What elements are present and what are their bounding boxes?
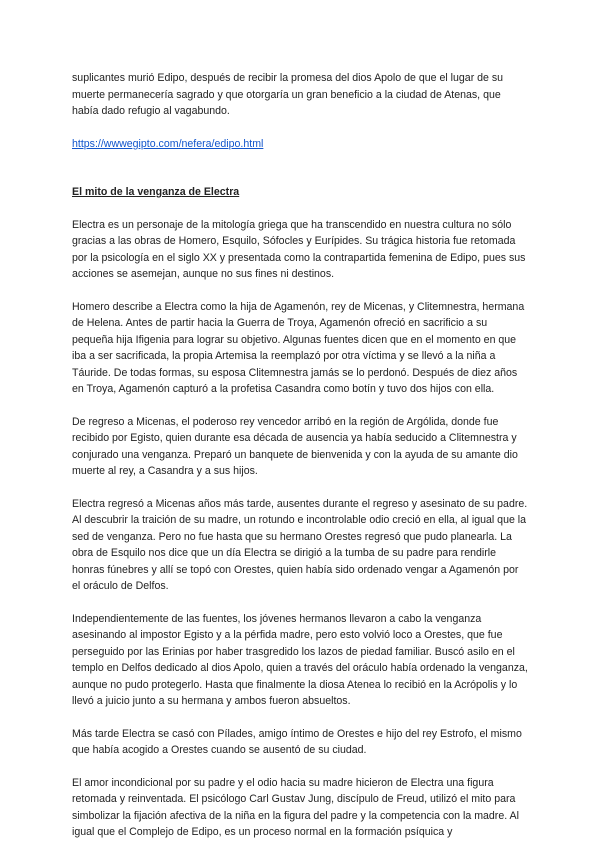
paragraph-4: Electra regresó a Micenas años más tarde, ausentes durante el regreso y asesinato de su padre. Al descubrir la traición de su madre, un rotundo e incontrolable odio creció en ella, al igual que la sed de venganza. Pero no fue hasta que su hermano Orestes regresó que pudo planearla. La obra de Esquilo nos dice que un día Electra se dirigió a la tumba de su padre para rendirle honras fúnebres y allí se topó con Orestes, quien había sido ordenado vengar a Agamenón por el oráculo de Delfos. <box>72 497 528 592</box>
source-link-line <box>72 136 528 153</box>
source-link[interactable]: https://wwwegipto.com/nefera/edipo.html <box>72 137 264 150</box>
paragraph-3: De regreso a Micenas, el poderoso rey vencedor arribó en la región de Argólida, donde fue recibido por Egisto, quien durante esa década de ausencia ya había seducido a Clitemnestra y conjurado una venganza. Preparó un banquete de bienvenida y con la ayuda de su amante dio muerte al rey, a Casandra y a sus hijos. <box>72 415 518 477</box>
paragraph-5: Independientemente de las fuentes, los jóvenes hermanos llevaron a cabo la venganza asesinando al impostor Egisto y a la pérfida madre, pero esto volvió loco a Orestes, que fue perseguido por las Erinias por haber trasgredido los lazos de piedad familiar. Buscó asilo en el templo en Delfos dedicado al dios Apolo, quien a través del oráculo había ordenado la venganza, aunque no pudo protegerlo. Hasta que finalmente la diosa Atenea lo recibió en la Acrópolis y lo llevó a juicio junto a su hermana y ambos fueron absueltos. <box>72 612 528 707</box>
paragraph-7: El amor incondicional por su padre y el odio hacia su madre hicieron de Electra una figura retomada y reinventada. El psicólogo Carl Gustav Jung, discípulo de Freud, utilizó el mito para simbolizar la fijación afectiva de la niña en la figura del padre y la competencia con la madre. Al igual que el Complejo de Edipo, es un proceso normal en la formación psíquica y <box>72 776 519 838</box>
paragraph-2: Homero describe a Electra como la hija de Agamenón, rey de Micenas, y Clitemnestra, hermana de Helena. Antes de partir hacia la Guerra de Troya, Agamenón ofreció en sacrificio a su pequeña hija Ifigenia para lograr su objetivo. Algunas fuentes dicen que en el momento en que iba a ser sacrificada, la propia Artemisa la reemplazó por otra víctima y se llevó a la niña a Táuride. De todas formas, su esposa Clitemnestra jamás se lo perdonó. Después de diez años en Troya, Agamenón capturó a la profetisa Casandra como botín y tuvo dos hijos con ella. <box>72 300 525 395</box>
section-title: El mito de la venganza de Electra <box>72 186 240 198</box>
paragraph-1: Electra es un personaje de la mitología griega que ha transcendido en nuestra cultura no sólo gracias a las obras de Homero, Esquilo, Sófocles y Eurípides. Su trágica historia fue retomada por la psicología en el siglo XX y presentada como la contrapartida femenina de Edipo, pues sus acciones se asemejan, aunque no sus fines ni destinos. <box>72 218 526 280</box>
paragraph-6: Más tarde Electra se casó con Pílades, amigo íntimo de Orestes e hijo del rey Estrofo, el mismo que había acogido a Orestes cuando se ausentó de su ciudad. <box>72 727 522 756</box>
intro-paragraph: suplicantes murió Edipo, después de recibir la promesa del dios Apolo de que el lugar de su muerte permanecería sagrado y que otorgaría un gran beneficio a la ciudad de Atenas, que había dado refugio al vagabundo. <box>72 72 504 117</box>
